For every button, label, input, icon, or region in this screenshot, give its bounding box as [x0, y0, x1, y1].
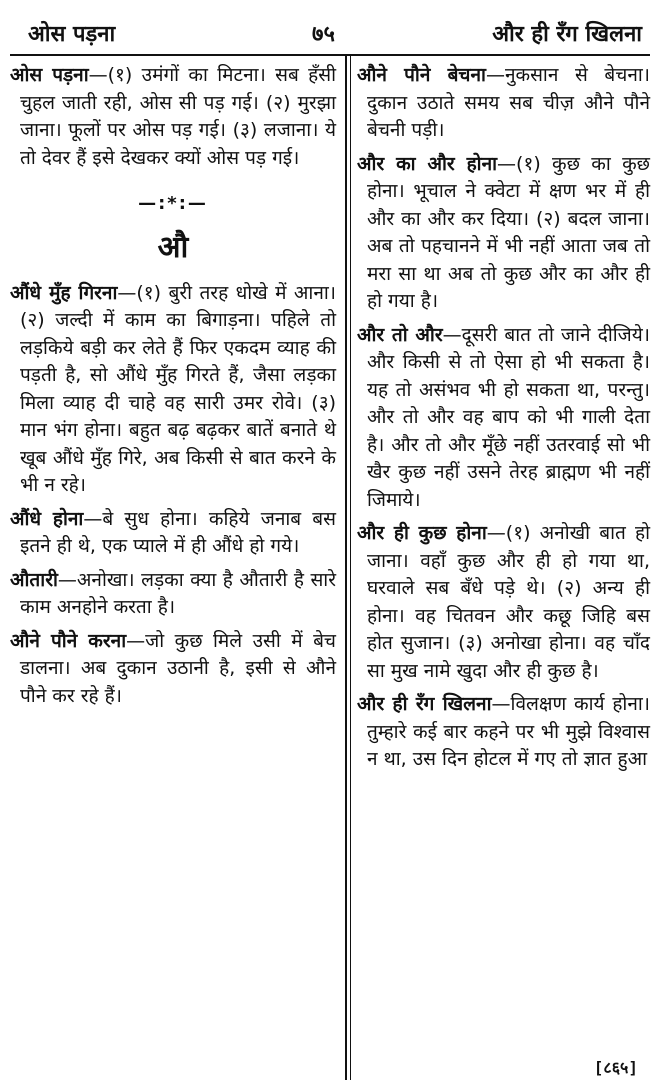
- section-heading: औ: [157, 229, 189, 265]
- entry-headword: और ही रँग खिलना: [357, 693, 492, 715]
- entry-headword: और ही कुछ होना: [357, 522, 487, 544]
- column-divider: [345, 56, 347, 1080]
- entry-headword: औने पौने करना: [10, 629, 127, 652]
- dictionary-entry: [10, 628, 336, 711]
- dictionary-entry: [357, 691, 650, 774]
- dictionary-entry: [10, 567, 336, 622]
- printer-signature-mark: [८६५]: [593, 1058, 638, 1077]
- header-rule: [10, 54, 650, 56]
- entry-definition: —(१) कुछ का कुछ होना। भूचाल ने क्वेटा में क्षण भर में ही और का और कर दिया। (२) बदल जाना। अब तो पहचानने में भी नहीं आता जब तो मरा सा था अब तो कुछ और का और ही हो गया है।: [367, 152, 650, 312]
- dictionary-entry: [10, 506, 336, 561]
- column-divider-inner: [350, 56, 351, 1080]
- entry-headword: और का और होना: [357, 152, 498, 175]
- section-separator: —:*:—: [138, 193, 208, 214]
- dictionary-entry: [10, 62, 336, 172]
- entry-definition: —(१) बुरी तरह धोखे में आना। (२) जल्दी में काम का बिगाड़ना। पहिले तो लड़किये बड़ी कर लेते हैं फिर एकदम व्याह की पड़ती है, सो औंधे मुँह गिरते हैं, जैसा लड़का मिला व्याह दी चाहे वह सारी उमर रोवे। (३) मान भंग होना। बहुत बढ़ बढ़कर बातें बनाते थे खूब औंधे मुँह गिरे, अब किसी से बात करने के भी न रहे।: [20, 281, 336, 496]
- entry-definition: —(१) उमंगों का मिटना। सब हँसी चुहल जाती रही, ओस सी पड़ गई। (२) मुरझा जाना। फूलों पर ओस पड़ गई। (३) लजाना। ये तो देवर हैं इसे देखकर क्यों ओस पड़ गई।: [20, 64, 336, 169]
- entry-headword: औंधे होना: [10, 507, 84, 530]
- entry-definition: —दूसरी बात तो जाने दीजिये। और किसी से तो ऐसा हो भी सकता है। यह तो असंभव भी हो सकता था, परन्तु। और तो और वह बाप को भी गाली देता है। और तो और मूँछे नहीं उतरवाई सो भी खैर कुछ नहीं उसने तेरह ब्राह्मण भी नहीं जिमाये।: [367, 323, 651, 511]
- entry-headword: औने पौने बेचना: [357, 64, 486, 86]
- entry-headword: औतारी: [10, 568, 58, 591]
- page-header: [10, 14, 650, 54]
- header-right-guide-word: और ही रँग खिलना: [492, 22, 642, 47]
- dictionary-entry: [10, 280, 336, 500]
- entry-headword: ओस पड़ना: [10, 64, 89, 86]
- dictionary-entry: [357, 322, 650, 515]
- dictionary-entry: [357, 520, 650, 685]
- dictionary-entry: [357, 62, 650, 145]
- entry-headword: और तो और: [357, 323, 443, 346]
- entry-definition: —विलक्षण कार्य होना। तुम्हारे कई बार कहने पर भी मुझे विश्वास न था, उस दिन होटल में गए तो ज्ञात हुआ: [367, 693, 650, 770]
- page-number: ७५: [312, 22, 335, 47]
- header-left-guide-word: ओस पड़ना: [28, 22, 116, 47]
- entry-definition: —अनोखा। लड़का क्या है औतारी है सारे काम अनहोने करता है।: [20, 568, 336, 618]
- left-column: [10, 62, 336, 716]
- dictionary-entry: [357, 151, 650, 316]
- right-column: [357, 62, 650, 780]
- entry-definition: —जो कुछ मिले उसी में बेच डालना। अब दुकान उठानी है, इसी से औने पौने कर रहे हैं।: [20, 629, 336, 707]
- entry-definition: —नुकसान से बेचना। दुकान उठाते समय सब चीज़ औने पौने बेचनी पड़ी।: [367, 64, 650, 141]
- entry-definition: —बे सुध होना। कहिये जनाब बस इतने ही थे, एक प्याले में ही औंधे हो गये।: [20, 507, 337, 557]
- entry-headword: औंधे मुँह गिरना: [10, 281, 118, 304]
- entry-definition: —(१) अनोखी बात हो जाना। वहाँ कुछ और ही हो गया था, घरवाले सब बँधे पड़े थे। (२) अन्य ही होना। वह चितवन और कछू जिहि बस होत सुजान। (३) अनोखा होना। वह चाँद सा मुख नामे खुदा और ही कुछ है।: [367, 522, 650, 682]
